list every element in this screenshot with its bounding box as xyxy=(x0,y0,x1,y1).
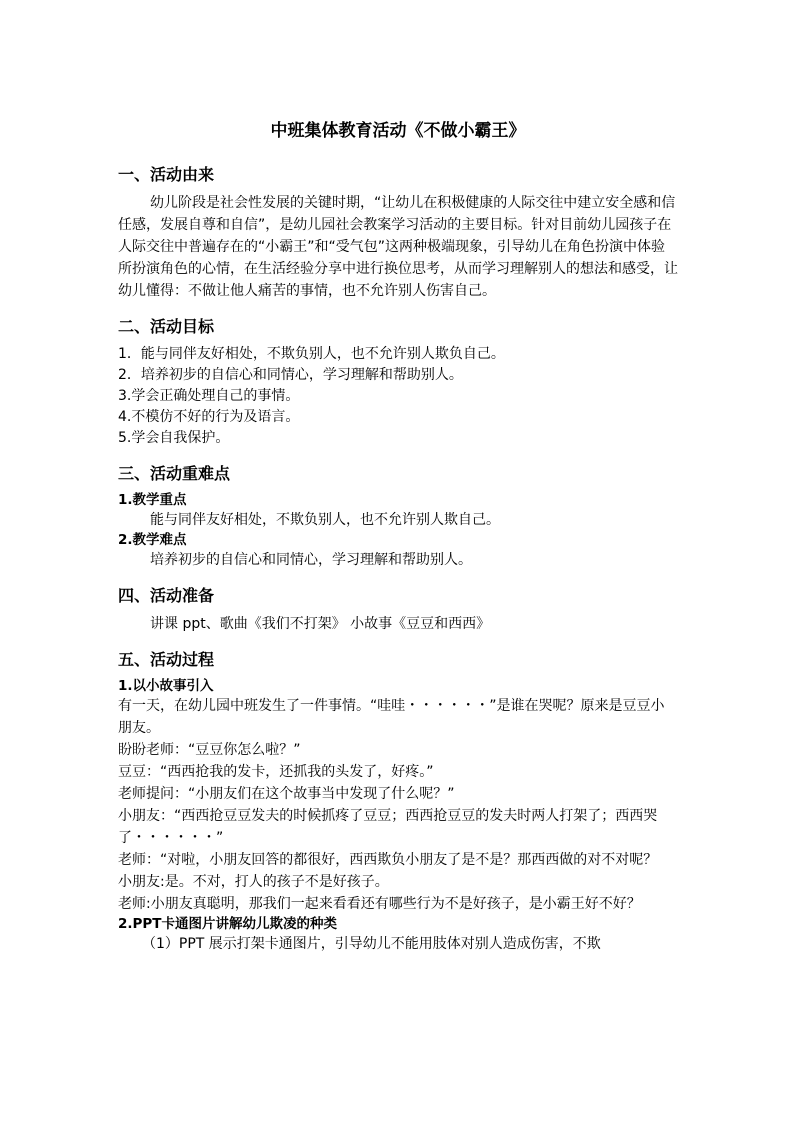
story-line-7: 小朋友:是。不对，打人的孩子不是好孩子。 xyxy=(118,874,389,890)
story-line-3: 豆豆：“西西抢我的发卡，还抓我的头发了，好疼。” xyxy=(118,764,434,780)
subheading-story-intro: 1.以小故事引入 xyxy=(118,678,214,694)
section-heading-goals: 二、活动目标 xyxy=(118,317,215,336)
subheading-key-point: 1.教学重点 xyxy=(118,492,187,508)
key-point-text: 能与同伴友好相处，不欺负别人，也不允许别人欺自己。 xyxy=(150,512,500,528)
section-process xyxy=(118,649,678,955)
section-heading-origin: 一、活动由来 xyxy=(118,165,215,184)
goal-item-4: 4.不模仿不好的行为及语言。 xyxy=(118,409,300,425)
difficulty-text: 培养初步的自信心和同情心，学习理解和帮助别人。 xyxy=(150,552,472,568)
story-line-2: 盼盼老师：“豆豆你怎么啦？” xyxy=(118,742,301,758)
subheading-ppt-bullying-types: 2.PPT卡通图片讲解幼儿欺凌的种类 xyxy=(118,916,338,932)
section-key-points xyxy=(118,463,678,571)
section-preparation xyxy=(118,585,678,635)
section-heading-preparation: 四、活动准备 xyxy=(118,586,215,605)
ppt-step-1-text: （1）PPT 展示打架卡通图片，引导幼儿不能用肢体对别人造成伤害，不欺 xyxy=(142,936,601,952)
document-title: 中班集体教育活动《不做小霸王》 xyxy=(270,121,526,141)
section-goals xyxy=(118,316,678,449)
goal-item-5: 5.学会自我保护。 xyxy=(118,430,230,446)
section-origin xyxy=(118,164,678,302)
story-line-6: 老师：“对啦，小朋友回答的都很好，西西欺负小朋友了是不是？那西西做的对不对呢？ xyxy=(118,852,658,868)
goal-item-1: 1．能与同伴友好相处，不欺负别人，也不允许别人欺负自己。 xyxy=(118,346,505,362)
story-line-4: 老师提问：“小朋友们在这个故事当中发现了什么呢？” xyxy=(118,786,455,802)
story-line-1: 有一天，在幼儿园中班发生了一件事情。“哇哇・・・・・・”是谁在哭呢？原来是豆豆小朋友。 xyxy=(118,698,665,736)
subheading-difficulty: 2.教学难点 xyxy=(118,532,187,548)
origin-paragraph: 幼儿阶段是社会性发展的关键时期，“让幼儿在积极健康的人际交往中建立安全感和信任感，发展自尊和自信”，是幼儿园社会教案学习活动的主要目标。针对目前幼儿园孩子在人际交往中普遍存在的“小霸王”和“受气包”这两种极端现象，引导幼儿在角色扮演中体验所扮演角色的心情，在生活经验分享中进行换位思考，从而学习理解别人的想法和感受，让幼儿懂得：不做让他人痛苦的事情，也不允许别人伤害自己。 xyxy=(118,195,678,299)
preparation-text: 讲课 ppt、歌曲《我们不打架》 小故事《豆豆和西西》 xyxy=(150,616,491,632)
document-page xyxy=(118,120,678,963)
story-line-5: 小朋友：“西西抢豆豆发夫的时候抓疼了豆豆；西西抢豆豆的发夫时两人打架了；西西哭了・・・・・・” xyxy=(118,808,658,846)
story-line-8: 老师:小朋友真聪明，那我们一起来看看还有哪些行为不是好孩子，是小霸王好不好？ xyxy=(118,896,641,912)
goal-item-2: 2．培养初步的自信心和同情心，学习理解和帮助别人。 xyxy=(118,367,463,383)
section-heading-process: 五、活动过程 xyxy=(118,650,215,669)
section-heading-key-points: 三、活动重难点 xyxy=(118,464,231,483)
goal-item-3: 3.学会正确处理自己的事情。 xyxy=(118,388,300,404)
